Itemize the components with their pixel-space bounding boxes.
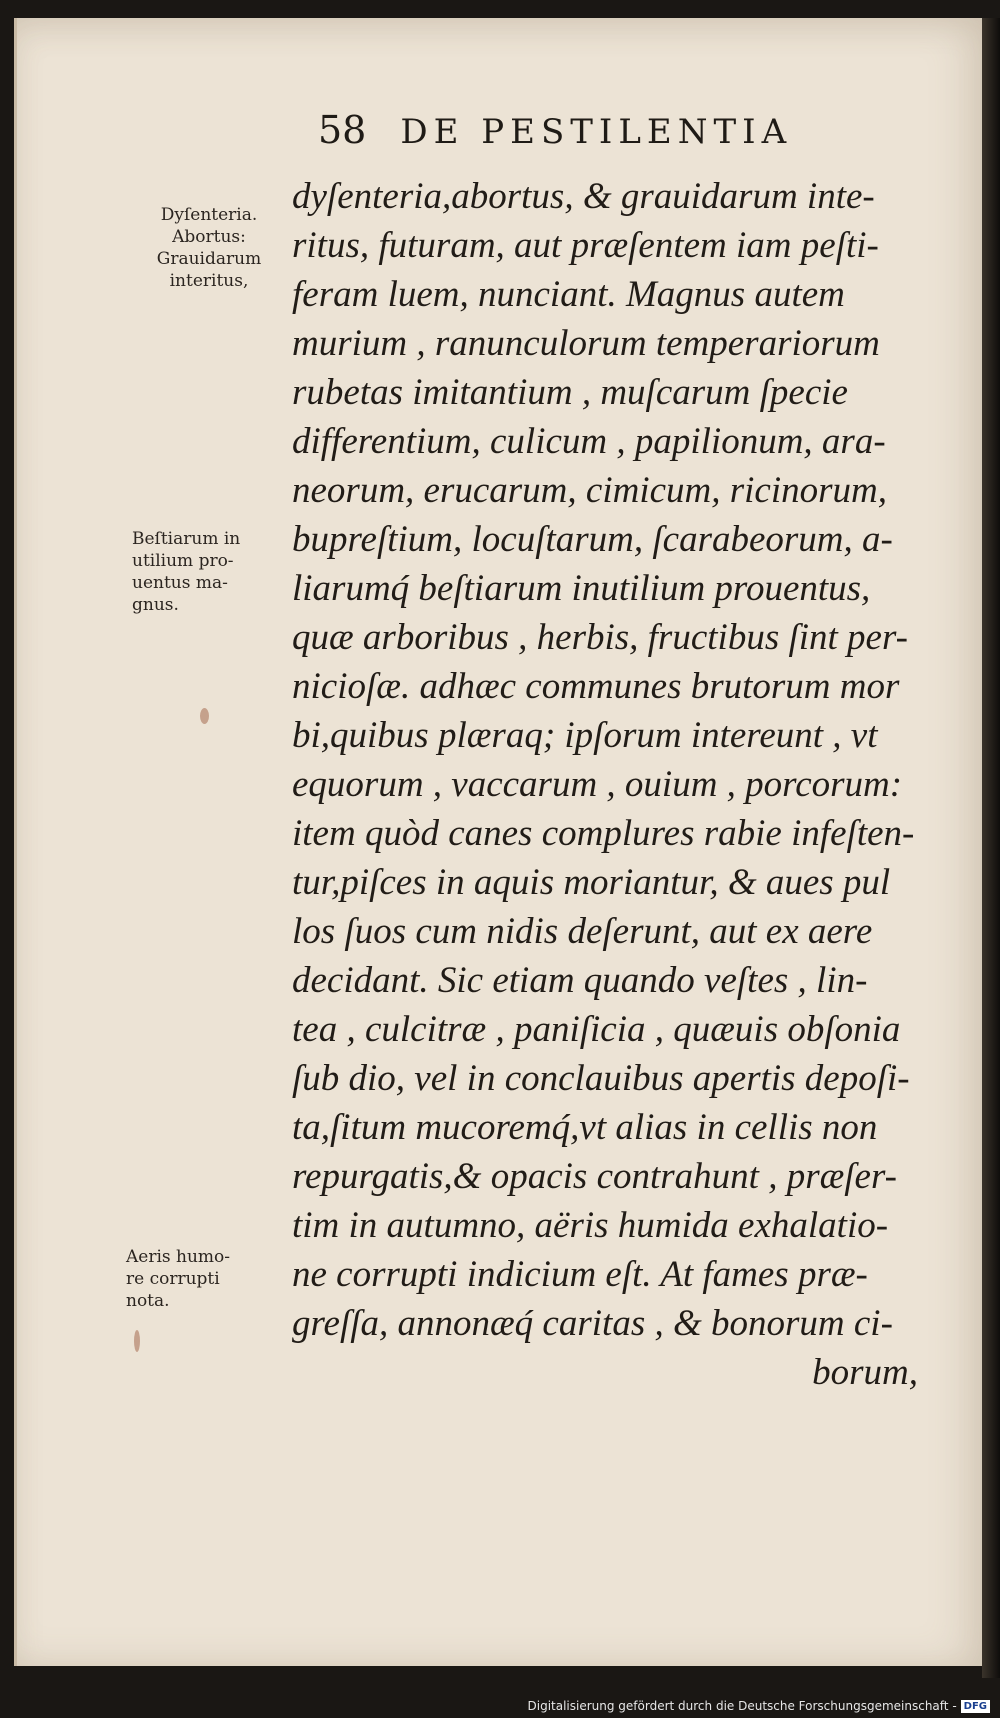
page-number: 58: [318, 108, 367, 152]
text-line: tea , culcitræ , paniſicia , quæuis obſonia: [292, 1009, 901, 1050]
text-line: item quòd canes complures rabie infeſten-: [292, 813, 915, 854]
text-line: equorum , vaccarum , ouium , porcorum:: [292, 764, 903, 805]
dfg-logo: DFG: [961, 1700, 990, 1713]
text-line: greſſa, annonæq́ caritas , & bonorum ci-: [292, 1303, 893, 1344]
text-line: bupreſtium, locuſtarum, ſcarabeorum, a-: [292, 519, 893, 560]
text-line: repurgatis,& opacis contrahunt , præſer-: [292, 1156, 897, 1197]
text-line: neorum, erucarum, cimicum, ricinorum,: [292, 470, 887, 511]
digitization-credit: [528, 1699, 991, 1713]
margin-note: Beſtiarum in utilium pro- uentus ma- gnus.: [132, 529, 241, 615]
ink-stain: [134, 1330, 140, 1352]
text-line: feram luem, nunciant. Magnus autem: [292, 274, 845, 315]
text-line: dyſenteria,abortus, & grauidarum inte-: [292, 176, 875, 217]
text-line: decidant. Sic etiam quando veſtes , lin-: [292, 960, 868, 1001]
book-binding-edge: [982, 18, 1000, 1678]
text-line: tur,piſces in aquis moriantur, & aues pul: [292, 862, 891, 903]
text-line: quæ arboribus , herbis, fructibus ſint per-: [292, 617, 908, 658]
text-line: los ſuos cum nidis deſerunt, aut ex aere: [292, 911, 873, 952]
margin-note: Dyſenteria. Abortus: Grauidarum interitus,: [156, 205, 262, 291]
text-line: tim in autumno, aëris humida exhalatio-: [292, 1205, 889, 1246]
margin-note: Aeris humo- re corrupti nota.: [126, 1247, 231, 1311]
text-line: ta,ſitum mucoremq́,vt alias in cellis non: [292, 1107, 878, 1148]
catchword: borum,: [812, 1352, 918, 1393]
text-line: ritus, futuram, aut præſentem iam peſti-: [292, 225, 879, 266]
credit-text: Digitalisierung gefördert durch die Deutsche Forschungsgemeinschaft -: [527, 1699, 957, 1713]
text-line: differentium, culicum , papilionum, ara-: [292, 421, 886, 462]
running-title: DE PESTILENTIA: [400, 112, 793, 152]
text-line: ſub dio, vel in conclauibus apertis depoſi-: [292, 1058, 910, 1099]
text-line: ne corrupti indicium eſt. At fames præ-: [292, 1254, 868, 1295]
ink-stain: [200, 708, 209, 724]
text-line: murium , ranunculorum temperariorum: [292, 323, 880, 364]
text-line: bi,quibus plæraq; ipſorum intereunt , vt: [292, 715, 878, 756]
running-head: [318, 108, 792, 152]
text-line: nicioſæ. adhæc communes brutorum mor: [292, 666, 900, 707]
main-text-block: [292, 172, 932, 1397]
text-line: liarumq́ beſtiarum inutilium prouentus,: [292, 568, 871, 609]
text-line: rubetas imitantium , muſcarum ſpecie: [292, 372, 848, 413]
